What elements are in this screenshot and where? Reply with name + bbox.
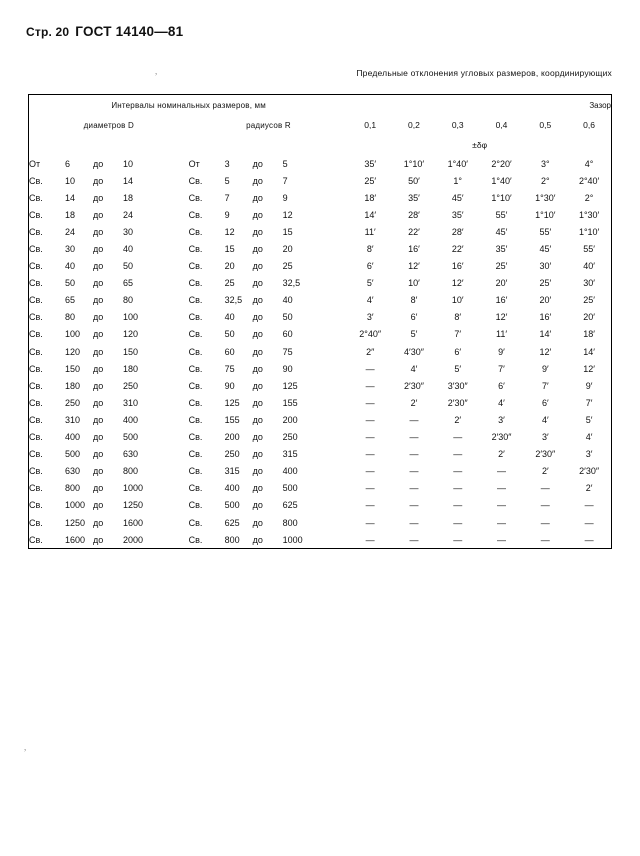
cell-deviation: 1°10′ xyxy=(403,158,425,169)
table-row xyxy=(29,497,612,514)
cell-deviation: — xyxy=(567,497,611,514)
cell-deviation: 2′ xyxy=(498,449,505,460)
cell-deviation: — xyxy=(436,531,480,549)
cell-deviation: 10′ xyxy=(408,278,420,289)
cell-deviation: 2′30″ xyxy=(404,380,424,391)
cell-deviation: 2° xyxy=(540,175,550,186)
cell-deviation: 4° xyxy=(567,155,611,172)
header-tolerance-symbol: ±δφ xyxy=(348,135,611,155)
cell-deviation: — xyxy=(348,531,392,549)
cell-deviation: 12′ xyxy=(539,346,552,357)
cell-deviation: 7′ xyxy=(567,394,611,411)
cell-deviation: 5′ xyxy=(567,411,611,428)
standard-number: ГОСТ 14140—81 xyxy=(75,24,184,39)
cell-radius-range: Св. 800 до 1000 xyxy=(189,531,349,549)
table-row xyxy=(29,206,612,223)
cell-deviation: 5′ xyxy=(410,329,418,340)
cell-deviation: 14′ xyxy=(364,209,377,220)
cell-diameter-range: Св. 24 до 30 xyxy=(29,223,189,240)
cell-deviation: — xyxy=(497,466,507,477)
cell-diameter-range: Св. 1250 до 1600 xyxy=(29,514,189,531)
cell-radius-range: Св. 400 до 500 xyxy=(188,483,298,494)
cell-deviation: — xyxy=(453,483,463,494)
cell-deviation: — xyxy=(453,432,463,443)
tolerance-table xyxy=(28,94,612,549)
cell-deviation: — xyxy=(365,432,375,443)
cell-deviation: 2′ xyxy=(567,480,611,497)
cell-deviation: 2°40′ xyxy=(567,172,611,189)
cell-radius-range: Св. 125 до 155 xyxy=(188,397,298,408)
cell-deviation: 4′ xyxy=(410,363,418,374)
cell-deviation: — xyxy=(365,397,375,408)
cell-radius-range: Св. 625 до 800 xyxy=(188,517,298,528)
table-row xyxy=(29,531,612,549)
cell-deviation: — xyxy=(365,449,375,460)
cell-deviation: 7′ xyxy=(541,380,549,391)
cell-radius-range: Св. 315 до 400 xyxy=(188,466,298,477)
header-gap-0-3: 0,3 xyxy=(451,120,464,130)
cell-deviation: 12′ xyxy=(495,312,508,323)
cell-deviation: 30′ xyxy=(539,261,552,272)
header-spacer-r xyxy=(189,135,349,155)
cell-radius-range: Св. 32,5 до 40 xyxy=(188,295,293,306)
cell-deviation: — xyxy=(365,466,375,477)
cell-deviation: — xyxy=(409,466,419,477)
cell-deviation: 12′ xyxy=(408,261,420,272)
cell-deviation: 3′30″ xyxy=(447,380,468,391)
cell-deviation: 16′ xyxy=(408,244,420,255)
cell-deviation: — xyxy=(365,363,375,374)
header-gap-0-1: 0,1 xyxy=(364,120,377,130)
cell-radius-range: Св. 25 до 32,5 xyxy=(188,278,301,289)
cell-deviation: 25′ xyxy=(567,292,611,309)
cell-deviation: 35′ xyxy=(364,158,377,169)
cell-deviation: 4′ xyxy=(498,397,505,408)
table-row xyxy=(29,480,612,497)
cell-deviation: 4′ xyxy=(567,429,611,446)
table-row xyxy=(29,360,612,377)
cell-deviation: 2′30″ xyxy=(491,432,512,443)
cell-radius-range: Св. 75 до 90 xyxy=(188,363,293,374)
cell-deviation: 20′ xyxy=(495,278,508,289)
cell-radius-range: От 3 до 5 xyxy=(188,158,288,169)
cell-deviation: 3′ xyxy=(567,446,611,463)
cell-deviation: 3′ xyxy=(541,432,549,443)
cell-deviation: 5′ xyxy=(366,278,374,289)
cell-radius-range: Св. 500 до 625 xyxy=(188,500,298,511)
cell-deviation: — xyxy=(365,380,375,391)
cell-deviation: — xyxy=(453,449,463,460)
cell-deviation: 2′ xyxy=(454,414,462,425)
cell-deviation: — xyxy=(365,500,375,511)
cell-deviation: 2′30″ xyxy=(447,397,468,408)
speck-icon: , xyxy=(24,742,27,752)
cell-diameter-range: Св. 30 до 40 xyxy=(29,240,189,257)
cell-deviation: — xyxy=(540,483,550,494)
cell-deviation: 4′ xyxy=(366,295,374,306)
cell-deviation: — xyxy=(540,517,550,528)
cell-deviation: 2′ xyxy=(541,466,549,477)
cell-deviation: 6′ xyxy=(410,312,418,323)
cell-deviation: 45′ xyxy=(539,244,552,255)
cell-deviation: 18′ xyxy=(567,326,611,343)
table-row xyxy=(29,275,612,292)
page-header xyxy=(26,24,183,39)
cell-deviation: 35′ xyxy=(495,244,508,255)
header-gap-0-5: 0,5 xyxy=(539,120,552,130)
cell-deviation: — xyxy=(409,500,419,511)
cell-deviation: 2′30″ xyxy=(535,449,556,460)
cell-deviation: — xyxy=(497,500,507,511)
cell-deviation: 25′ xyxy=(364,175,377,186)
cell-radius-range: Св. 7 до 9 xyxy=(188,192,288,203)
cell-deviation: 35′ xyxy=(451,209,464,220)
table-row xyxy=(29,446,612,463)
cell-deviation: 45′ xyxy=(495,226,508,237)
cell-deviation: 2′ xyxy=(410,397,418,408)
cell-deviation: 1°10′ xyxy=(491,192,512,203)
cell-deviation: — xyxy=(523,531,567,549)
cell-deviation: 1°40′ xyxy=(491,175,512,186)
cell-deviation: 28′ xyxy=(451,226,464,237)
cell-deviation: — xyxy=(409,483,419,494)
cell-radius-range: Св. 250 до 315 xyxy=(188,449,298,460)
header-gap-0-4: 0,4 xyxy=(495,120,508,130)
cell-deviation: 5′ xyxy=(454,363,462,374)
table-row xyxy=(29,326,612,343)
cell-diameter-range: Св. 40 до 50 xyxy=(29,258,189,275)
cell-diameter-range: Св. 65 до 80 xyxy=(29,292,189,309)
header-zazor: Зазор xyxy=(348,95,611,116)
cell-deviation: 2′30″ xyxy=(567,463,611,480)
cell-deviation: 1°30′ xyxy=(567,206,611,223)
cell-deviation: 18′ xyxy=(364,192,377,203)
table-row xyxy=(29,429,612,446)
cell-diameter-range: Св. 150 до 180 xyxy=(29,360,189,377)
cell-diameter-range: Св. 18 до 24 xyxy=(29,206,189,223)
table-row xyxy=(29,258,612,275)
table-row xyxy=(29,223,612,240)
cell-deviation: — xyxy=(497,517,507,528)
table-row xyxy=(29,411,612,428)
cell-radius-range: Св. 15 до 20 xyxy=(188,244,293,255)
cell-deviation: 11′ xyxy=(496,329,508,340)
cell-deviation: — xyxy=(453,466,463,477)
cell-deviation: 45′ xyxy=(451,192,464,203)
cell-deviation: 16′ xyxy=(495,295,508,306)
cell-diameter-range: Св. 800 до 1000 xyxy=(29,480,189,497)
cell-deviation: 55′ xyxy=(495,209,508,220)
cell-deviation: — xyxy=(392,531,436,549)
cell-radius-range: Св. 155 до 200 xyxy=(188,414,298,425)
cell-deviation: 6′ xyxy=(366,261,374,272)
header-row-columns xyxy=(29,115,612,135)
cell-deviation: — xyxy=(409,414,419,425)
cell-diameter-range: Св. 80 до 100 xyxy=(29,309,189,326)
cell-deviation: 7′ xyxy=(498,363,505,374)
cell-radius-range: Св. 90 до 125 xyxy=(188,380,298,391)
cell-diameter-range: Св. 400 до 500 xyxy=(29,429,189,446)
cell-deviation: 4′ xyxy=(541,414,549,425)
cell-deviation: 9′ xyxy=(498,346,505,357)
cell-deviation: 10′ xyxy=(451,295,464,306)
cell-deviation: 3° xyxy=(540,158,550,169)
cell-diameter-range: Св. 120 до 150 xyxy=(29,343,189,360)
table-body xyxy=(29,155,612,549)
cell-deviation: 6′ xyxy=(498,380,505,391)
cell-deviation: 2°40″ xyxy=(359,329,382,340)
cell-radius-range: Св. 20 до 25 xyxy=(188,261,293,272)
table-row xyxy=(29,172,612,189)
cell-deviation: 14′ xyxy=(539,329,552,340)
cell-deviation: 12′ xyxy=(567,360,611,377)
table-head xyxy=(29,95,612,156)
cell-deviation: 35′ xyxy=(408,192,420,203)
cell-deviation: — xyxy=(409,432,419,443)
cell-deviation: 16′ xyxy=(539,312,552,323)
table-row xyxy=(29,189,612,206)
cell-deviation: 8′ xyxy=(366,244,374,255)
header-gap-0-2: 0,2 xyxy=(408,120,420,130)
cell-deviation: 55′ xyxy=(539,226,552,237)
cell-deviation: 3′ xyxy=(498,414,505,425)
cell-deviation: 1°40′ xyxy=(447,158,468,169)
header-gap-0-6: 0,6 xyxy=(567,115,611,135)
cell-deviation: 7′ xyxy=(454,329,462,340)
cell-deviation: — xyxy=(540,500,550,511)
cell-diameter-range: Св. 1000 до 1250 xyxy=(29,497,189,514)
table-row xyxy=(29,377,612,394)
header-diameters: диаметров D xyxy=(29,115,189,135)
cell-radius-range: Св. 60 до 75 xyxy=(188,346,293,357)
cell-deviation: 28′ xyxy=(408,209,420,220)
cell-deviation: — xyxy=(453,500,463,511)
cell-deviation: 6′ xyxy=(541,397,549,408)
cell-deviation: 1°30′ xyxy=(535,192,556,203)
header-row-symbol xyxy=(29,135,612,155)
cell-deviation: — xyxy=(365,483,375,494)
cell-deviation: 1° xyxy=(453,175,463,186)
cell-deviation: — xyxy=(567,531,611,549)
table-row xyxy=(29,292,612,309)
table-row xyxy=(29,155,612,172)
cell-deviation: 11′ xyxy=(364,226,376,237)
cell-deviation: 8′ xyxy=(410,295,418,306)
cell-diameter-range: Св. 630 до 800 xyxy=(29,463,189,480)
header-radii: радиусов R xyxy=(246,120,291,130)
cell-deviation: — xyxy=(409,517,419,528)
cell-deviation: 3′ xyxy=(366,312,374,323)
cell-deviation: — xyxy=(453,517,463,528)
cell-deviation: — xyxy=(480,531,524,549)
table-caption: Предельные отклонения угловых размеров, координирующих xyxy=(356,68,612,78)
cell-deviation: 9′ xyxy=(541,363,549,374)
cell-deviation: 55′ xyxy=(567,240,611,257)
cell-deviation: 40′ xyxy=(567,258,611,275)
cell-diameter-range: Св. 250 до 310 xyxy=(29,394,189,411)
cell-deviation: — xyxy=(567,514,611,531)
speck-icon: , xyxy=(155,66,158,76)
cell-deviation: 1°10′ xyxy=(535,209,556,220)
page-number-label: Стр. 20 xyxy=(26,25,70,39)
cell-diameter-range: Св. 14 до 18 xyxy=(29,189,189,206)
cell-diameter-range: Св. 180 до 250 xyxy=(29,377,189,394)
cell-deviation: 25′ xyxy=(539,278,552,289)
table-row xyxy=(29,514,612,531)
cell-diameter-range: Св. 500 до 630 xyxy=(29,446,189,463)
cell-diameter-range: Св. 100 до 120 xyxy=(29,326,189,343)
cell-deviation: 25′ xyxy=(495,261,508,272)
table-row xyxy=(29,463,612,480)
cell-deviation: 8′ xyxy=(454,312,462,323)
cell-radius-range: Св. 200 до 250 xyxy=(188,432,298,443)
cell-deviation: — xyxy=(409,449,419,460)
table-row xyxy=(29,343,612,360)
cell-deviation: 9′ xyxy=(567,377,611,394)
cell-diameter-range: Св. 10 до 14 xyxy=(29,172,189,189)
cell-deviation: — xyxy=(497,483,507,494)
cell-deviation: 6′ xyxy=(454,346,462,357)
cell-deviation: 22′ xyxy=(408,226,420,237)
table-row xyxy=(29,240,612,257)
cell-deviation: 12′ xyxy=(451,278,464,289)
cell-deviation: 2° xyxy=(567,189,611,206)
cell-deviation: 2″ xyxy=(366,346,375,357)
cell-radius-range: Св. 5 до 7 xyxy=(188,175,288,186)
cell-deviation: 2°20′ xyxy=(491,158,512,169)
cell-deviation: 4′30″ xyxy=(404,346,424,357)
cell-deviation: 30′ xyxy=(567,275,611,292)
cell-diameter-range: От 6 до 10 xyxy=(29,155,189,172)
cell-radius-range: Св. 9 до 12 xyxy=(188,209,293,220)
header-spacer-d xyxy=(29,135,189,155)
cell-deviation: — xyxy=(365,517,375,528)
cell-deviation: 14′ xyxy=(567,343,611,360)
cell-deviation: 22′ xyxy=(451,244,464,255)
cell-diameter-range: Св. 310 до 400 xyxy=(29,411,189,428)
cell-deviation: 1°10′ xyxy=(567,223,611,240)
cell-deviation: 50′ xyxy=(408,175,420,186)
cell-deviation: 16′ xyxy=(451,261,464,272)
cell-radius-range: Св. 50 до 60 xyxy=(188,329,293,340)
cell-deviation: — xyxy=(365,414,375,425)
cell-radius-range: Св. 40 до 50 xyxy=(188,312,293,323)
cell-diameter-range: Св. 1600 до 2000 xyxy=(29,531,189,549)
header-row-groups xyxy=(29,95,612,116)
cell-diameter-range: Св. 50 до 65 xyxy=(29,275,189,292)
cell-deviation: 20′ xyxy=(567,309,611,326)
cell-deviation: 20′ xyxy=(539,295,552,306)
cell-radius-range: Св. 12 до 15 xyxy=(188,226,293,237)
header-intervals: Интервалы номинальных размеров, мм xyxy=(29,95,349,116)
table-row xyxy=(29,394,612,411)
table-row xyxy=(29,309,612,326)
